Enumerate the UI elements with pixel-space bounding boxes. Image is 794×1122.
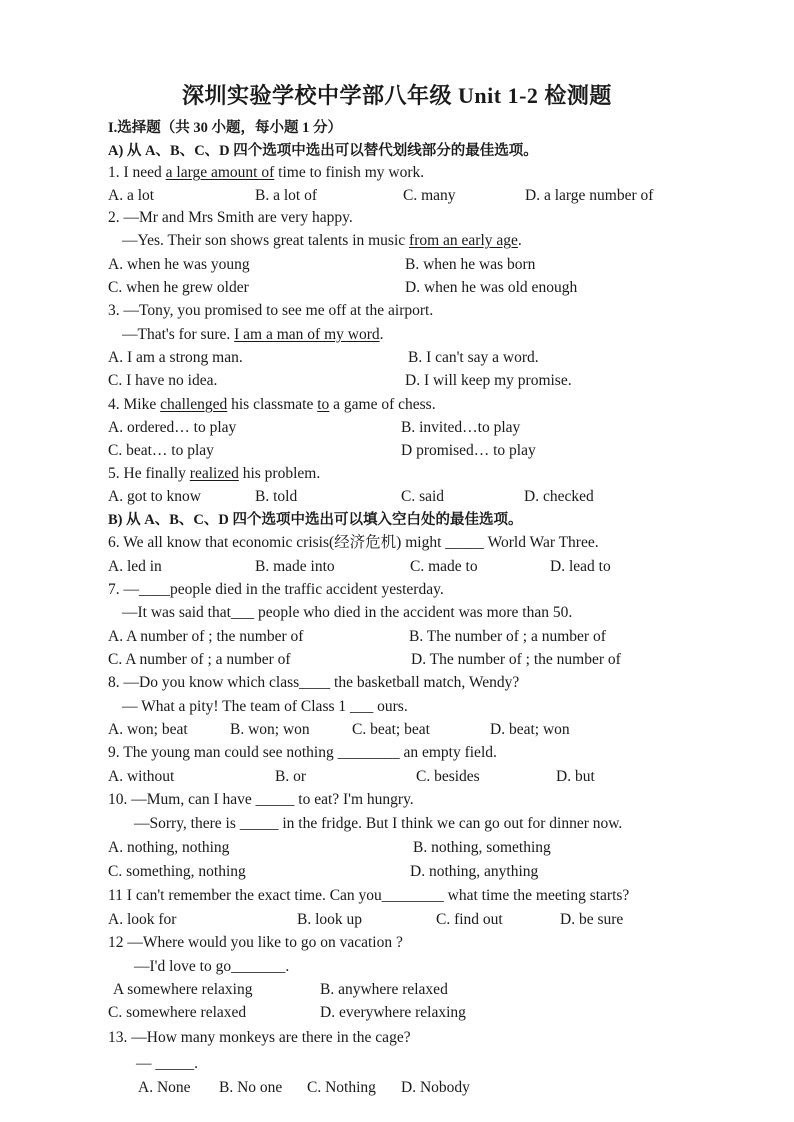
q6-option-b: B. made into (255, 558, 335, 575)
q5-option-c: C. said (401, 488, 445, 505)
question-8: 8. —Do you know which class____ the basketball match, Wendy? (108, 674, 520, 691)
q6-option-d: D. lead to (550, 558, 611, 575)
q12-option-c: C. somewhere relaxed (108, 1004, 247, 1021)
q11-option-d: D. be sure (560, 911, 624, 928)
q8-option-b: B. won; won (230, 721, 310, 738)
q12-option-a: A somewhere relaxing (113, 981, 253, 998)
q13-option-a: A. None (138, 1079, 191, 1096)
q4-option-a: A. ordered… to play (108, 419, 237, 436)
q4-option-d: D promised… to play (401, 442, 536, 459)
question-6: 6. We all know that economic crisis(经济危机) might _____ World War Three. (108, 534, 599, 551)
q10-option-b: B. nothing, something (413, 839, 551, 856)
page-title: 深圳实验学校中学部八年级 Unit 1-2 检测题 (182, 83, 612, 108)
q2-option-a: A. when he was young (108, 256, 250, 273)
q2-option-d: D. when he was old enough (405, 279, 578, 296)
question-7-reply: —It was said that___ people who died in the accident was more than 50. (122, 604, 573, 621)
question-7: 7. —____people died in the traffic accident yesterday. (108, 581, 444, 598)
q8-option-c: C. beat; beat (352, 721, 430, 738)
q3-option-b: B. I can't say a word. (408, 349, 539, 366)
q1-option-a: A. a lot (108, 187, 155, 204)
q12-option-d: D. everywhere relaxing (320, 1004, 466, 1021)
q10-option-d: D. nothing, anything (410, 863, 539, 880)
section-heading: I.选择题（共 30 小题，每小题 1 分） (108, 120, 343, 136)
question-13: 13. —How many monkeys are there in the cage? (108, 1029, 411, 1046)
question-11: 11 I can't remember the exact time. Can you________ what time the meeting starts? (108, 887, 630, 904)
q3-option-a: A. I am a strong man. (108, 349, 243, 366)
q13-option-b: B. No one (219, 1079, 283, 1096)
q4-option-c: C. beat… to play (108, 442, 214, 459)
q3-option-c: C. I have no idea. (108, 372, 218, 389)
question-10: 10. —Mum, can I have _____ to eat? I'm hungry. (108, 791, 414, 808)
q7-option-b: B. The number of ; a number of (409, 628, 606, 645)
q2-option-c: C. when he grew older (108, 279, 249, 296)
question-12: 12 —Where would you like to go on vacation ? (108, 934, 403, 951)
q5-option-b: B. told (255, 488, 298, 505)
question-10-reply: —Sorry, there is _____ in the fridge. But I think we can go out for dinner now. (134, 815, 623, 832)
q5-option-d: D. checked (524, 488, 594, 505)
question-1: 1. I need a large amount of time to finish my work. (108, 164, 425, 181)
q6-option-a: A. led in (108, 558, 162, 575)
q6-option-c: C. made to (410, 558, 478, 575)
question-2-reply: —Yes. Their son shows great talents in music from an early age. (122, 232, 522, 249)
q1-option-b: B. a lot of (255, 187, 317, 204)
q13-option-d: D. Nobody (401, 1079, 470, 1096)
question-8-reply: — What a pity! The team of Class 1 ___ ours. (122, 698, 408, 715)
q5-option-a: A. got to know (108, 488, 201, 505)
q13-option-c: C. Nothing (307, 1079, 376, 1096)
question-9: 9. The young man could see nothing ________ an empty field. (108, 744, 497, 761)
question-4: 4. Mike challenged his classmate to a game of chess. (108, 396, 436, 413)
q7-option-d: D. The number of ; the number of (411, 651, 621, 668)
question-3-reply: —That's for sure. I am a man of my word. (122, 326, 384, 343)
q11-option-c: C. find out (436, 911, 503, 928)
q8-option-a: A. won; beat (108, 721, 188, 738)
q11-option-a: A. look for (108, 911, 177, 928)
q9-option-b: B. or (275, 768, 306, 785)
q3-option-d: D. I will keep my promise. (405, 372, 572, 389)
q7-option-a: A. A number of ; the number of (108, 628, 304, 645)
q8-option-d: D. beat; won (490, 721, 570, 738)
q2-option-b: B. when he was born (405, 256, 536, 273)
question-3: 3. —Tony, you promised to see me off at the airport. (108, 302, 434, 319)
q9-option-c: C. besides (416, 768, 480, 785)
q10-option-c: C. something, nothing (108, 863, 246, 880)
q10-option-a: A. nothing, nothing (108, 839, 230, 856)
q1-option-d: D. a large number of (525, 187, 654, 204)
q12-option-b: B. anywhere relaxed (320, 981, 448, 998)
q7-option-c: C. A number of ; a number of (108, 651, 291, 668)
part-b-instruction: B) 从 A、B、C、D 四个选项中选出可以填入空白处的最佳选项。 (108, 512, 523, 528)
question-12-reply: —I'd love to go_______. (134, 958, 290, 975)
question-2: 2. —Mr and Mrs Smith are very happy. (108, 209, 353, 226)
question-13-reply: — _____. (136, 1055, 198, 1072)
q4-option-b: B. invited…to play (401, 419, 521, 436)
part-a-instruction: A) 从 A、B、C、D 四个选项中选出可以替代划线部分的最佳选项。 (108, 143, 538, 159)
q1-option-c: C. many (403, 187, 456, 204)
q9-option-a: A. without (108, 768, 175, 785)
question-5: 5. He finally realized his problem. (108, 465, 321, 482)
q11-option-b: B. look up (297, 911, 363, 928)
q9-option-d: D. but (556, 768, 595, 785)
